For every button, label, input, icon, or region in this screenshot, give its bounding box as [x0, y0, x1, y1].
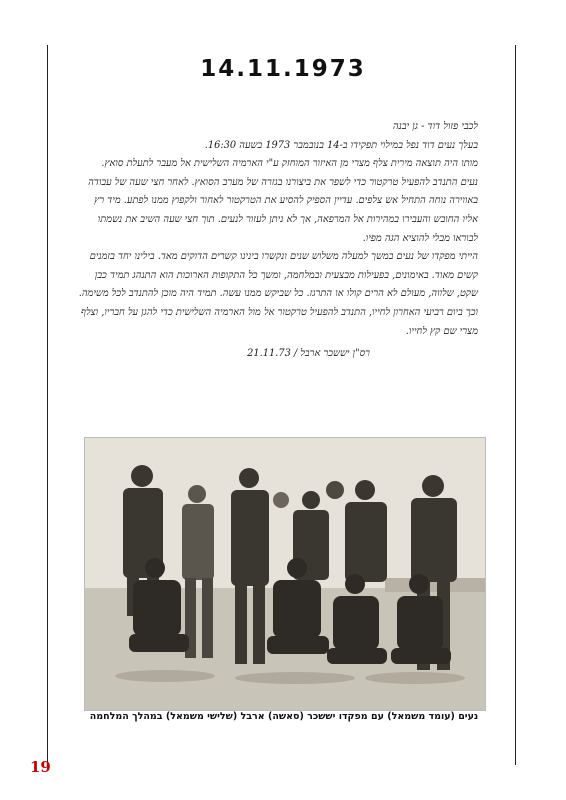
letter-paragraph: בעלך נעים דוד נפל במילוי תפקידו ב-14 בנובמבר 1973 בשעה 16:30.: [204, 139, 478, 151]
photo-caption: נעים (עומד משמאל) עם מפקדו יששכר (סאשה) ארבל (שלישי משמאל) במהלך המלחמה: [89, 711, 479, 722]
letter-paragraph: נעים התנדב להפעיל טרקטור כדי לשפר את ביצורנו בגזרה של מערב הסואץ. לאחר חצי שעה של עבודה באווירה נוחה התחיל אש צלפים. עדיין הספיק להסיע את הטרקטור לאחור ולקפוץ ממנו לפתע. מיד רץ אליו החובש והעבירו במהירות אל המרפאה, אך לא ניתן לעזור לנעים. תוך חצי שעה השיב את נשמתו לבוראו מבלי להוציא הגה מפיו.: [88, 176, 478, 244]
letter-paragraph: וכך ביום רביעי האחרון לחייו, התנדב להפעיל טרקטור אל מול הארמיה השלישית כדי להגן על חבריו, וצלף מצרי שם קץ לחייו.: [80, 306, 478, 337]
letter-paragraph: מותו היה תוצאה מירית צלף מצרי מן האיזור המוחזק ע"י הארמיה השלישית אל מעבר לתעלת סואץ.: [101, 158, 478, 170]
right-margin-rule: [515, 45, 516, 765]
page-title-date: 14.11.1973: [200, 56, 366, 82]
left-margin-rule: [47, 45, 48, 765]
letter-paragraph: הייתי מפקדו של נעים במשך למעלה משלוש שנים ונקשרו בינינו קשרים הדוקים מאד. בילינו יחד בזמנים קשים מאוד. באימונים, בפעילות מבצעית ובמלחמה, ומשך כל התקופות הארוכות הוא התנהג תמיד כבן שקט, שלווה, מעולם לא הרים קולו או התרגז. כל שביקש ממנו עשה. תמיד היה מוכן להתנדב לכל משימה.: [78, 251, 478, 300]
condolence-letter: [76, 118, 478, 364]
group-photo: [84, 437, 486, 711]
page-number: 19: [30, 758, 51, 776]
letter-salutation: לכבי פזול דוד - גן יבנה: [392, 121, 478, 132]
letter-signature: רס"ן יששכר ארבל / 21.11.73: [247, 348, 370, 360]
group-photo-illustration: [85, 438, 485, 710]
